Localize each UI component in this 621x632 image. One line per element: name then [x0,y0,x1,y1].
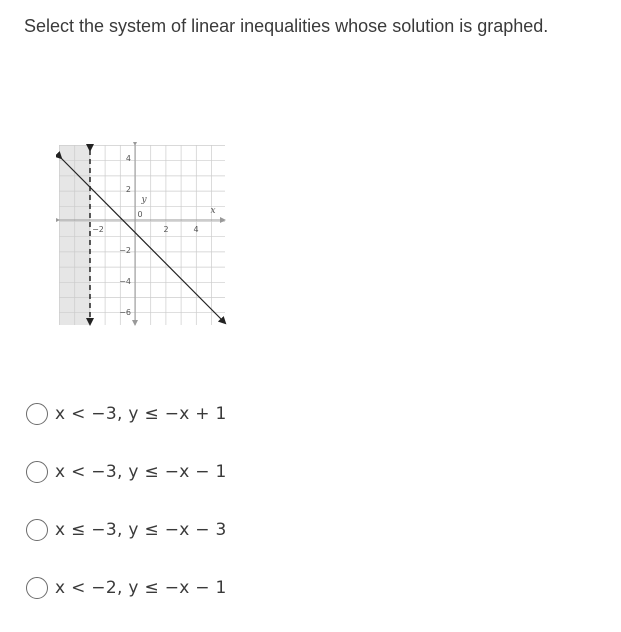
x-tick-label: 2 [163,225,169,234]
x-tick-label: −2 [92,225,104,234]
choice-label: x < −3, y ≤ −x − 1 [55,462,227,482]
radio-button[interactable] [26,519,48,541]
y-tick-label: 4 [125,154,131,163]
origin-label: 0 [137,210,143,219]
answer-choice-1[interactable] [26,400,227,428]
choice-label: x < −2, y ≤ −x − 1 [55,578,227,598]
answer-choice-4[interactable] [26,574,227,602]
x-axis-label: x [210,206,216,216]
x-tick-label: 4 [193,225,199,234]
y-tick-label: −4 [119,277,131,286]
radio-button[interactable] [26,577,48,599]
y-tick-label: 2 [125,185,131,194]
radio-button[interactable] [26,403,48,425]
radio-button[interactable] [26,461,48,483]
question-text: Select the system of linear inequalities whose solution is graphed. [24,16,549,36]
y-axis-label: y [141,195,147,205]
answer-choice-3[interactable] [26,516,227,544]
inequality-graph [56,142,228,330]
choice-label: x ≤ −3, y ≤ −x − 3 [55,520,227,540]
choice-label: x < −3, y ≤ −x + 1 [55,404,227,424]
y-tick-label: −6 [119,308,131,317]
y-tick-label: −2 [119,246,131,255]
answer-choice-2[interactable] [26,458,227,486]
graph-svg [56,142,228,330]
